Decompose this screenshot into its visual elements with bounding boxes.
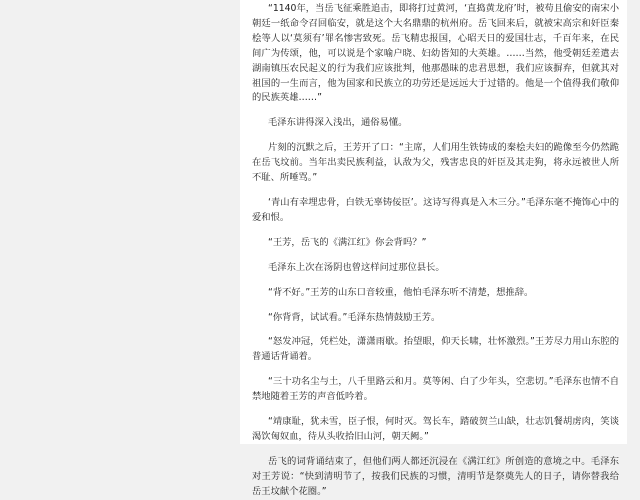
paragraph: 毛泽东讲得深入浅出，通俗易懂。: [268, 117, 408, 129]
right-margin: [627, 0, 640, 444]
paragraph: ‘青山有幸埋忠骨，白铁无辜铸佞臣’。这诗写得真是入木三分。”毛泽东毫不掩饰心中的爱和恨。: [252, 196, 619, 223]
paragraph: “背不好。”王芳的山东口音较重，他怕毛泽东听不清楚，想推辞。: [268, 286, 534, 298]
paragraph: “三十功名尘与土，八千里路云和月。莫等闲、白了少年头，空悲切。”毛泽东也情不自禁地随着王芳的声音低吟着。: [252, 376, 619, 403]
paragraph: “怒发冲冠，凭栏处，潇潇雨歇。抬望眼，仰天长啸，壮怀激烈。”王芳尽力用山东腔的普通话背诵着。: [252, 336, 619, 363]
article-body: [240, 2, 627, 500]
paragraph: 毛泽东上次在汤阴也曾这样问过那位县长。: [268, 261, 445, 273]
paragraph: 片刻的沉默之后，王芳开了口：“主席，人们用生铁铸成的秦桧夫妇的跪像至今仍然跪在岳飞坟前。当年出卖民族利益，认敌为父，残害忠良的奸臣及其走狗，将永远被世人所不耻、所唾骂。”: [252, 142, 619, 184]
paragraph: 岳飞的词背诵结束了，但他们两人都还沉浸在《满江红》所创造的意境之中。毛泽东对王芳说：“快到清明节了，按我们民族的习惯，清明节是祭奠先人的日子，请你替我给岳王坟献个花圈。”: [252, 455, 619, 497]
paragraph: “1140年，当岳飞征乘胜追击，即将打过黄河，‘直捣黄龙府’时，被苟且偷安的南宋小朝廷一纸命令召回临安，就是这个大名鼎鼎的杭州府。岳飞回来后，就被宋高宗和奸臣秦桧等人以‘莫须有’罪名惨害致死。岳飞精忠报国，心昭天日的爱国壮志，千百年来，在民间广为传颂，他，可以说是个家喻户晓、妇幼皆知的大英雄。……当然，他受朝廷差遣去湖南镇压农民起义的行为我们应该批判，他那愚昧的忠君思想，我们应该摒弃，但就其对祖国的一生而言，他为国家和民族立的功劳还是远远大于过错的。他是一个值得我们敬仰的民族英雄……”: [252, 3, 619, 104]
document-page: [240, 0, 627, 497]
left-margin: [0, 0, 235, 444]
paragraph: “你背背，试试看。”毛泽东热情鼓励王芳。: [268, 311, 441, 323]
paragraph: “王芳，岳飞的《满江红》你会背吗？”: [268, 236, 427, 248]
paragraph: “靖康耻，犹未雪，臣子恨，何时灭。驾长车，踏破贺兰山缺，壮志饥餐胡虏肉，笑谈渴饮匈奴血，待从头收拾旧山河，朝天阙。”: [252, 416, 619, 442]
